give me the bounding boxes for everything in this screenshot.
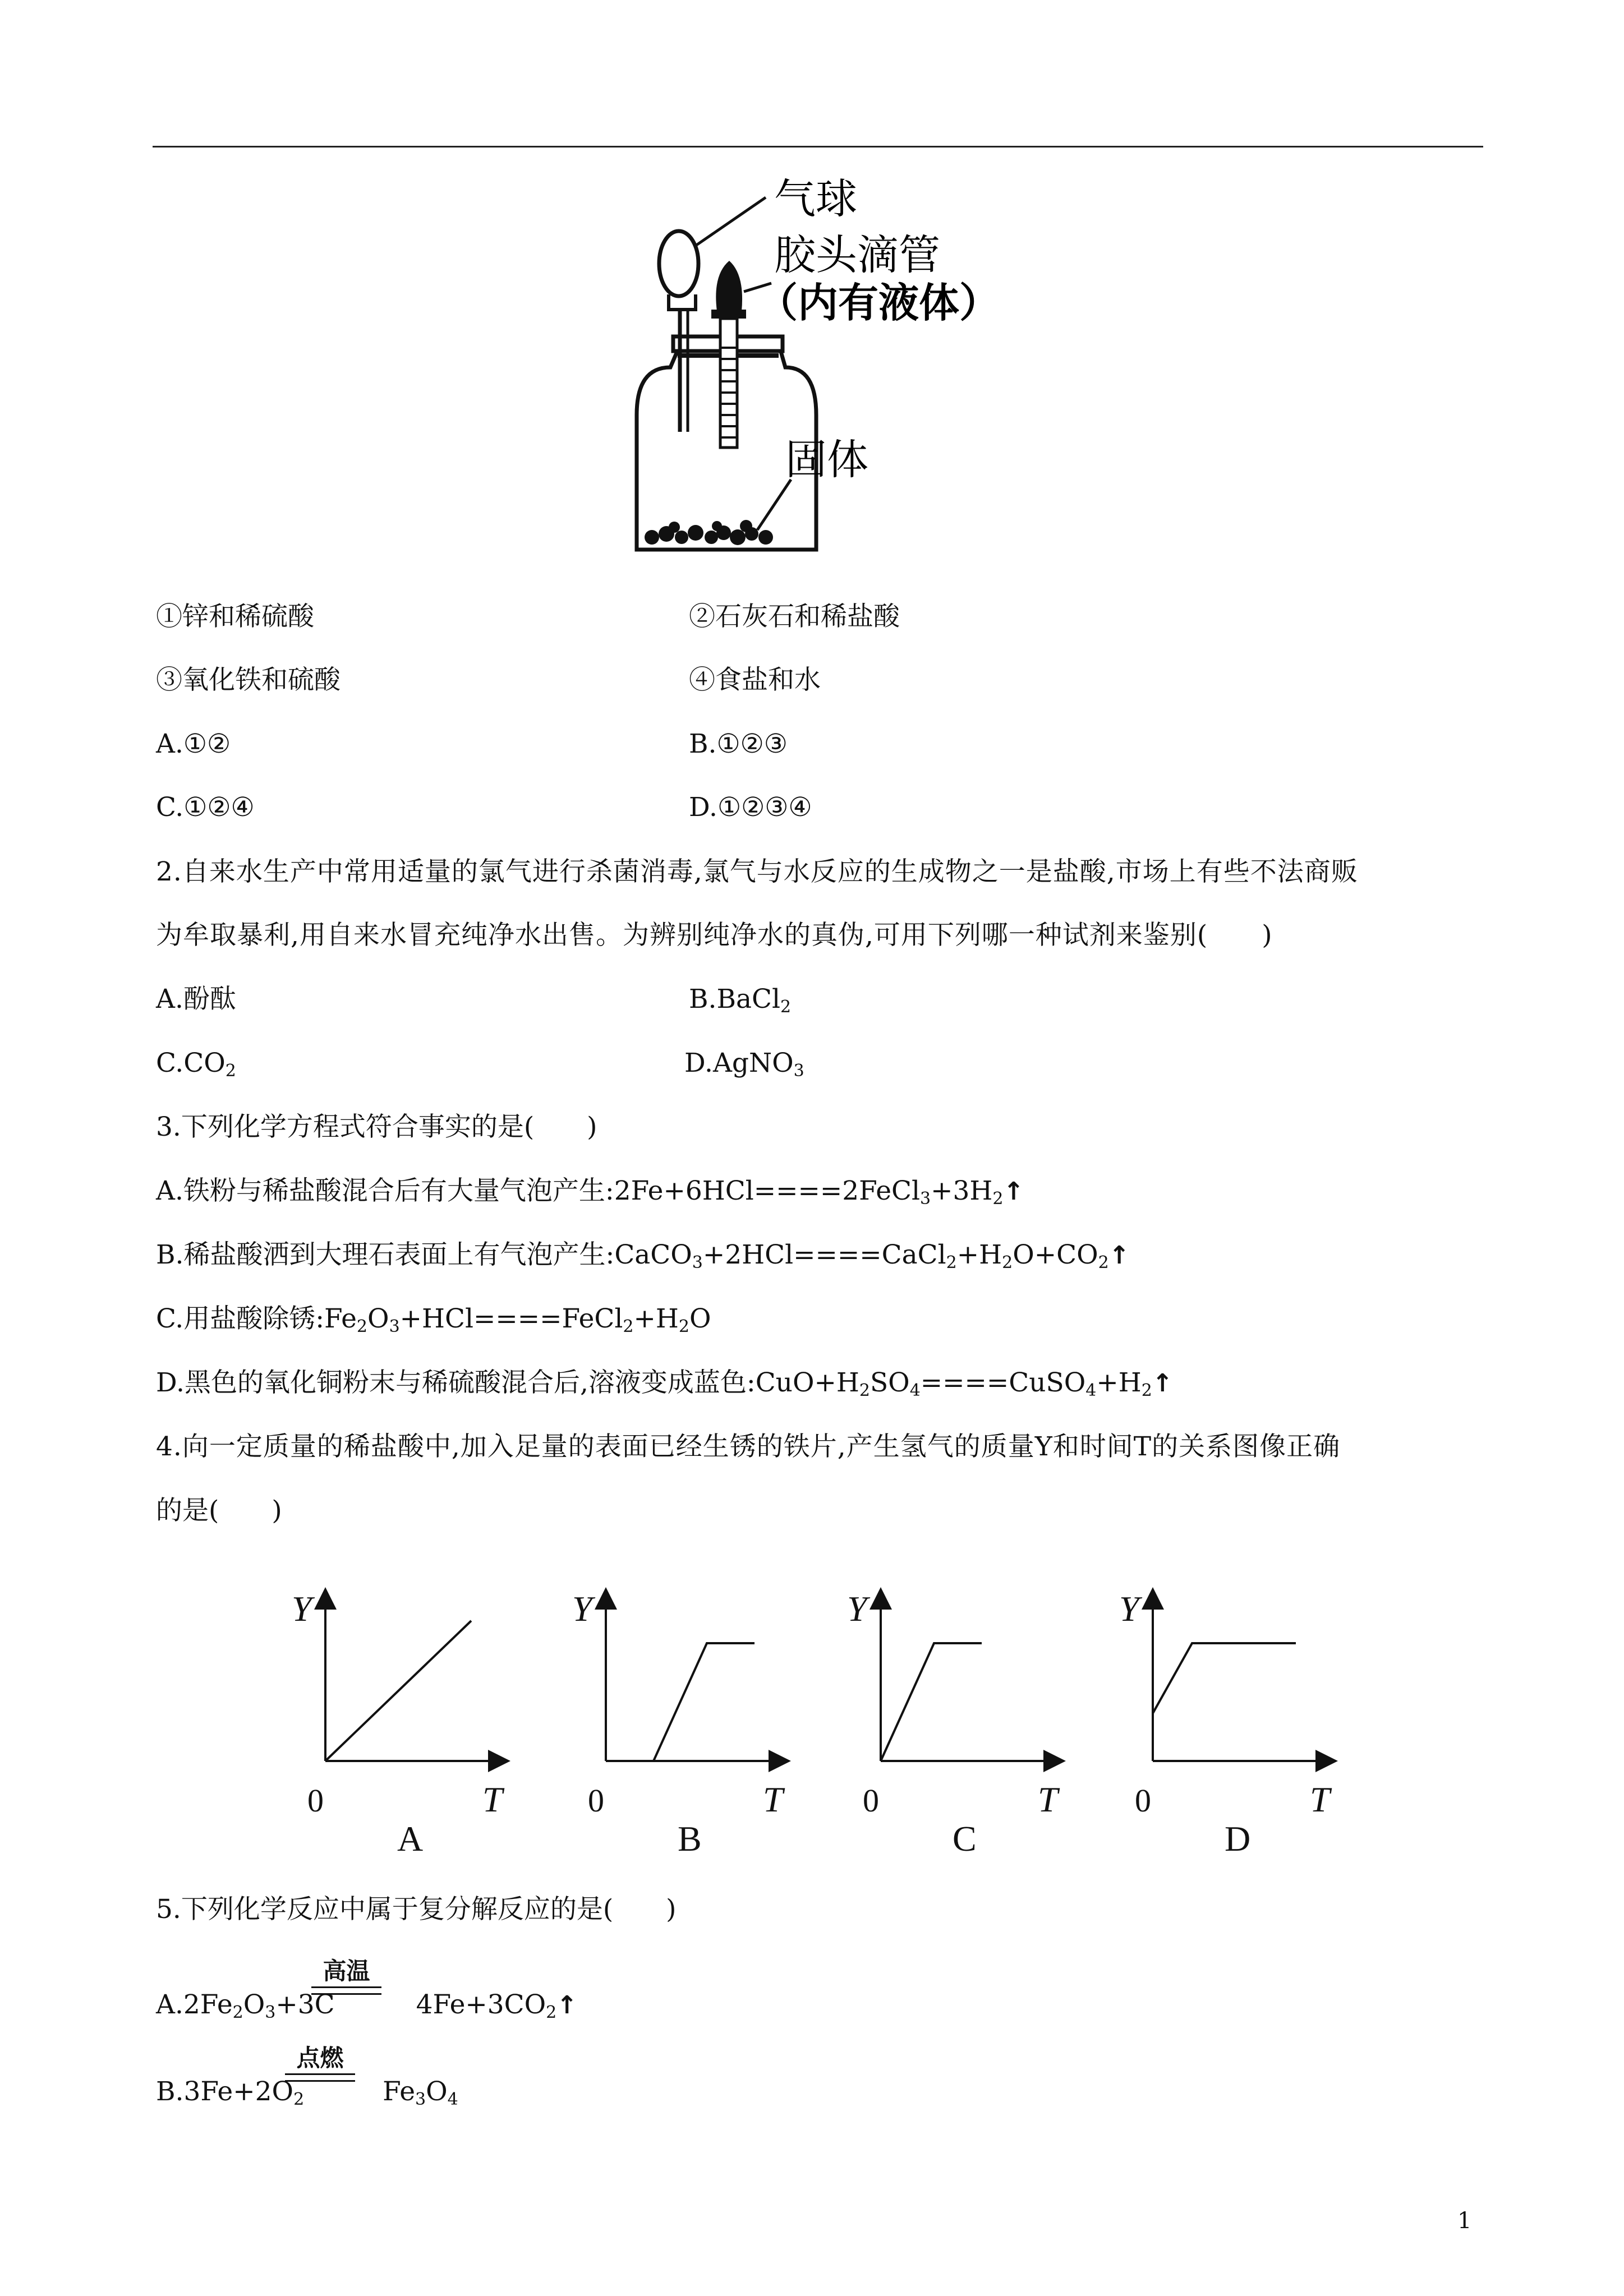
q2-stem-line1: 2.自来水生产中常用适量的氯气进行杀菌消毒,氯气与水反应的生成物之一是盐酸,市场上有些不法商贩 <box>156 856 1358 887</box>
y-axis-label: Y <box>847 1589 867 1629</box>
q2-choice-b: B.BaCl$_2$ <box>689 984 792 1017</box>
origin-label: 0 <box>1135 1782 1151 1819</box>
solid-label: 固体 <box>785 436 868 484</box>
graph-d <box>1119 1589 1332 1859</box>
q4-stem-line1: 4.向一定质量的稀盐酸中,加入足量的表面已经生锈的铁片,产生氢气的质量Y和时间T的关系图像正确 <box>156 1431 1341 1462</box>
solid-leader <box>757 480 791 530</box>
q2-choice-a: A.酚酞 <box>156 984 236 1015</box>
graph-a <box>292 1589 505 1859</box>
graph-letter: B <box>678 1819 702 1859</box>
q1-choice-a: A.①② <box>156 729 231 759</box>
q2-choice-d: D.AgNO$_3$ <box>684 1048 804 1081</box>
q3-choice-a: A.铁粉与稀盐酸混合后有大量气泡产生$:2Fe+6HCl====2FeCl_3+3H_2↑$ <box>156 1175 1024 1209</box>
q5-stem: 5.下列化学反应中属于复分解反应的是( ) <box>156 1894 677 1925</box>
x-axis-label: T <box>1310 1779 1330 1819</box>
solid-particles <box>645 520 773 545</box>
graph-curve <box>881 1643 982 1761</box>
q3-choice-b: B.稀盐酸洒到大理石表面上有气泡产生$:CaCO_3+2HCl====CaCl_2+H_2O+CO_2↑$ <box>156 1239 1130 1273</box>
q1-option-1: ①锌和稀硫酸 <box>156 601 314 632</box>
q3-stem: 3.下列化学方程式符合事实的是( ) <box>156 1112 597 1142</box>
x-axis-label: T <box>763 1779 783 1819</box>
y-axis-label: Y <box>572 1589 592 1629</box>
origin-label: 0 <box>307 1782 324 1819</box>
gas-apparatus-figure <box>617 163 1043 566</box>
balloon-leader <box>696 197 766 246</box>
balloon <box>659 231 698 296</box>
y-axis-label: Y <box>292 1589 312 1629</box>
q5-choice-a: $A.2Fe_2O_3+3C$ $4Fe+3CO_2↑$ <box>156 1989 578 2022</box>
dropper-bulb <box>716 261 742 311</box>
q1-option-4: ④食盐和水 <box>689 665 821 695</box>
gas-arrow-icon: ↑ <box>1152 1369 1173 1398</box>
q1-choice-c: C.①②④ <box>156 792 255 823</box>
q2-stem-line2: 为牟取暴利,用自来水冒充纯净水出售。为辨别纯净水的真伪,可用下列哪一种试剂来鉴别( ) <box>156 920 1273 951</box>
origin-label: 0 <box>863 1782 879 1819</box>
x-axis-label: T <box>1038 1779 1058 1819</box>
q5-b-reaction-condition <box>285 2045 355 2082</box>
q3-choice-d: D.黑色的氧化铜粉末与稀硫酸混合后,溶液变成蓝色$:CuO+H_2SO_4====CuSO_4+H_2↑$ <box>156 1367 1173 1400</box>
gas-arrow-icon: ↑ <box>1108 1241 1130 1270</box>
condition-label: 点燃 <box>296 2044 344 2072</box>
dropper-label: 胶头滴管 <box>774 231 940 279</box>
y-axis-label: Y <box>1119 1589 1139 1629</box>
q5-a-reaction-condition <box>311 1958 381 1995</box>
graph-curve <box>1153 1643 1296 1713</box>
gas-arrow-icon: ↑ <box>1003 1177 1024 1206</box>
header-rule <box>153 146 1483 147</box>
graph-b <box>572 1589 785 1859</box>
dropper-note-label: （内有液体） <box>757 279 1000 326</box>
page-number: 1 <box>1457 2208 1472 2234</box>
equals-double-line <box>285 2073 355 2082</box>
q2-choice-c: $C.CO_2$ <box>156 1048 236 1081</box>
q4-stem-line2: 的是( ) <box>156 1495 282 1526</box>
q1-option-3: ③氧化铁和硫酸 <box>156 665 341 695</box>
q1-choice-d: D.①②③④ <box>689 792 812 823</box>
graph-letter: A <box>397 1819 424 1859</box>
origin-label: 0 <box>588 1782 604 1819</box>
graph-curve <box>325 1621 471 1761</box>
x-axis-label: T <box>482 1779 503 1819</box>
q3-choice-c: C.用盐酸除锈$:Fe_2O_3+HCl====FeCl_2+H_2O$ <box>156 1303 711 1336</box>
graph-curve <box>606 1643 755 1761</box>
graph-c <box>847 1589 1060 1859</box>
dropper-tube <box>720 319 737 448</box>
q1-option-2: ②石灰石和稀盐酸 <box>689 601 900 632</box>
equals-double-line <box>311 1986 381 1995</box>
q5-choice-b: $B.3Fe+2O_2$ $Fe_3O_4$ <box>156 2076 458 2109</box>
graph-letter: C <box>953 1819 977 1859</box>
graph-letter: D <box>1225 1819 1251 1859</box>
q1-choice-b: B.①②③ <box>689 729 788 759</box>
condition-label: 高温 <box>323 1957 370 1985</box>
balloon-label: 气球 <box>774 175 857 223</box>
gas-arrow-icon: ↑ <box>556 1991 578 2020</box>
q4-graphs <box>269 1576 1369 1868</box>
